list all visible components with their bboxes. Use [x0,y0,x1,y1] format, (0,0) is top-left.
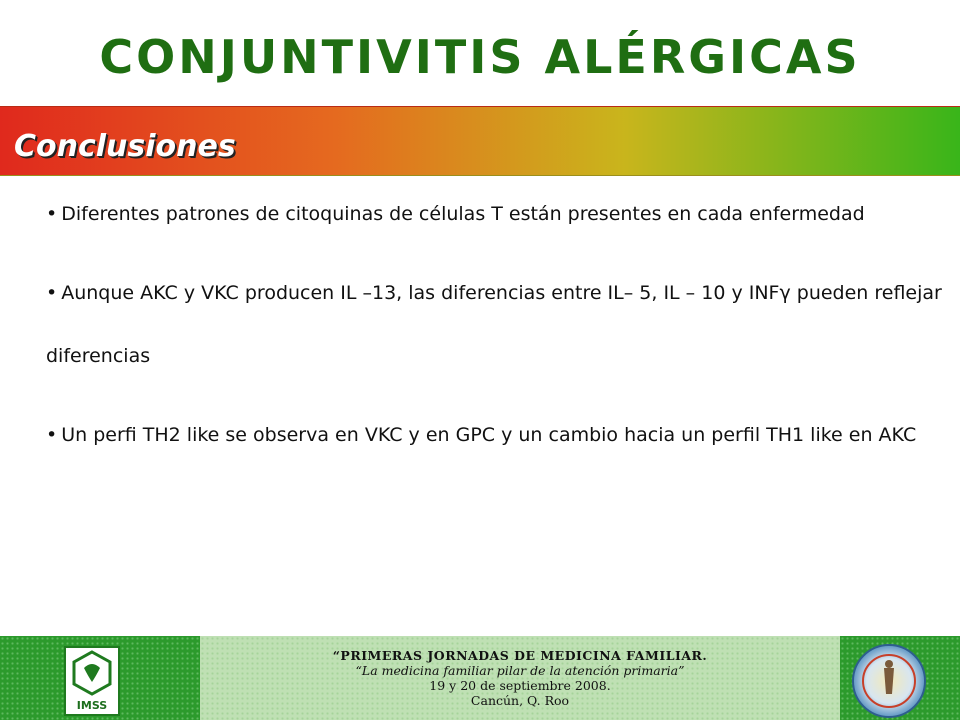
bullet-item [46,262,946,388]
section-header-bar [0,106,960,176]
medical-association-seal-icon [852,644,926,718]
bullet-item [46,404,946,467]
imss-emblem-icon [66,648,118,698]
event-tagline: “La medicina familiar pilar de la atención primaria” [355,663,685,678]
bullet-text: Diferentes patrones de citoquinas de células T están presentes en cada enfermedad [61,203,865,225]
seal-figure-icon [854,646,924,716]
slide-title: CONJUNTIVITIS ALÉRGICAS [99,30,861,84]
bullet-marker: • [46,203,58,225]
event-location: Cancún, Q. Roo [470,693,570,708]
section-title: Conclusiones [14,129,236,164]
event-title: “PRIMERAS JORNADAS DE MEDICINA FAMILIAR. [332,648,708,663]
bullet-marker: • [46,282,58,304]
bullet-text: Un perfi TH2 like se observa en VKC y en GPC y un cambio hacia un perfil TH1 like en AKC [61,424,917,446]
footer-banner [0,636,960,720]
bullet-item [46,183,946,246]
bullet-text: Aunque AKC y VKC producen IL –13, las diferencias entre IL– 5, IL – 10 y INFγ pueden reflejar diferencias [46,282,942,367]
bullet-marker: • [46,424,58,446]
event-dates: 19 y 20 de septiembre 2008. [429,678,611,693]
imss-logo-text: IMSS [76,699,108,712]
bullet-list [46,183,946,483]
footer-right-panel [840,636,960,720]
footer-event-info [200,636,840,720]
imss-logo [64,646,120,716]
footer-left-panel [0,636,200,720]
